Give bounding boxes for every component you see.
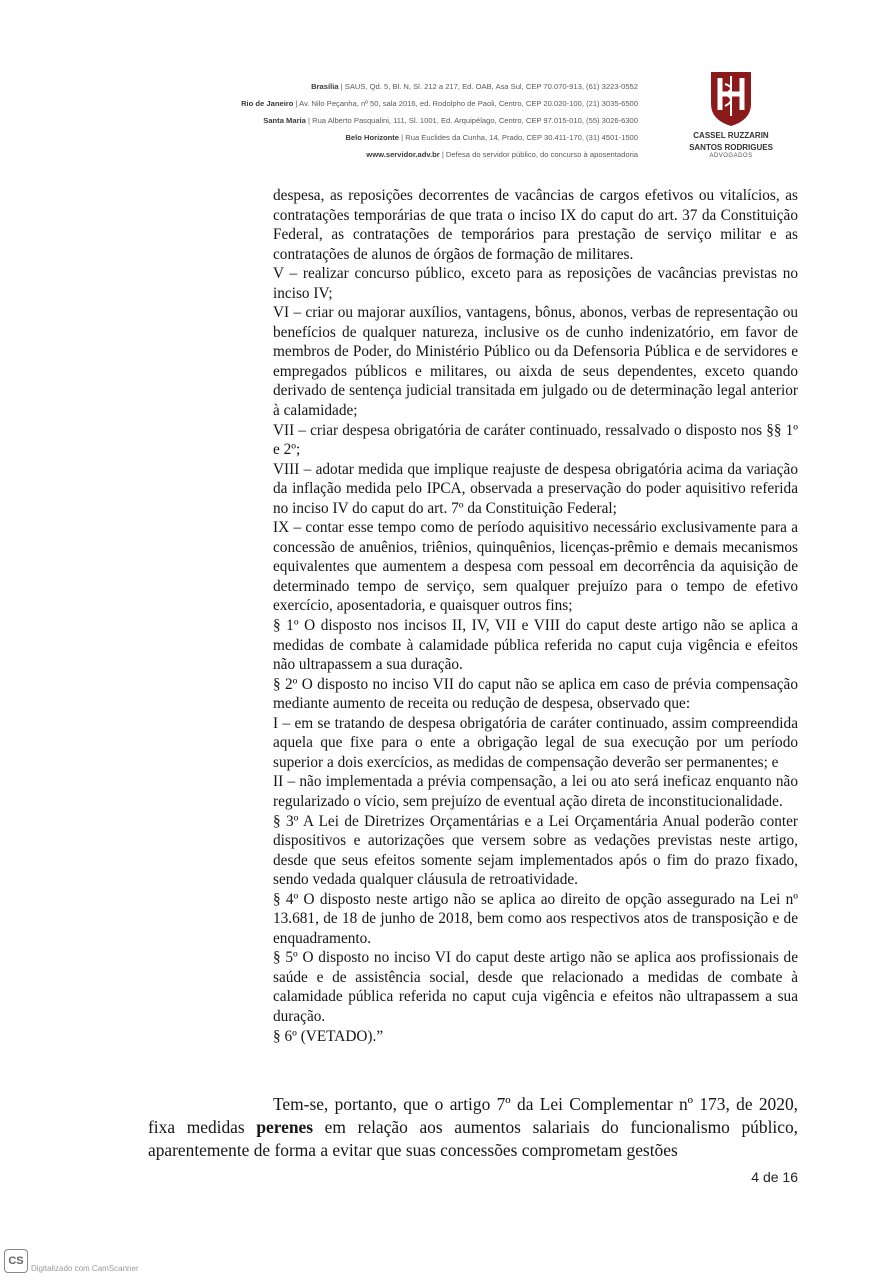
firm-logo xyxy=(676,70,786,160)
firm-name-line2: SANTOS RODRIGUES xyxy=(689,143,773,152)
quote-paragraph: § 6º (VETADO).” xyxy=(273,1027,384,1045)
quote-paragraph: § 2º O disposto no inciso VII do caput não se aplica em caso de prévia compensação mediante aumento de receita ou redução de despesa, observado que: xyxy=(273,675,798,713)
scanner-watermark xyxy=(4,1249,139,1273)
quote-paragraph: VI – criar ou majorar auxílios, vantagens, bônus, abonos, verbas de representação ou benefícios de qualquer natureza, inclusive os de cunho indenizatório, em favor de membros de Poder, do Ministério Público ou da Defensoria Pública e de servidores e empregados públicos e militares, ou aixda de seus dependentes, exceto quando derivado de sentença judicial transitada em julgado ou de determinação legal anterior à calamidade; xyxy=(273,304,798,420)
address-line: Brasília | SAUS, Qd. 5, Bl. N, Sl. 212 a 217, Ed. OAB, Asa Sul, CEP 70.070-913, (61) 3223-0552 xyxy=(311,82,638,91)
address-line: Belo Horizonte | Rua Euclides da Cunha, 14, Prado, CEP 30.411-170, (31) 4501-1500 xyxy=(345,133,638,142)
shield-emblem-icon xyxy=(707,70,755,128)
address-line: Santa Maria | Rua Alberto Pasqualini, 111, Sl. 1001, Ed. Arquipélago, Centro, CEP 97.015-010, (55) 3026-6300 xyxy=(263,116,638,125)
quote-paragraph: I – em se tratando de despesa obrigatória de caráter continuado, assim compreendida aquela que fixe para o ente a obrigação legal de sua execução por um período superior a dois exercícios, as medidas de compensação deverão ser permanentes; e xyxy=(273,714,798,771)
quote-paragraph: § 1º O disposto nos incisos II, IV, VII e VIII do caput deste artigo não se aplica a medidas de combate à calamidade pública referida no caput cuja vigência e efeitos não ultrapassem a sua duração. xyxy=(273,617,798,674)
quote-paragraph: IX – contar esse tempo como de período aquisitivo necessário exclusivamente para a concessão de anuênios, triênios, quinquênios, licenças-prêmio e demais mecanismos equivalentes que aumentem a despesa com pessoal em decorrência da aquisição de determinado tempo de serviço, sem qualquer prejuízo para o tempo de efetivo exercício, aposentadoria, e quaisquer outros fins; xyxy=(273,519,798,615)
quote-paragraph: V – realizar concurso público, exceto para as reposições de vacâncias previstas no inciso IV; xyxy=(273,265,798,302)
address-line: Rio de Janeiro | Av. Nilo Peçanha, nº 50, sala 2016, ed. Rodolpho de Paoli, Centro, CEP 20.020-100, (21) 3035-6500 xyxy=(241,99,638,108)
body-paragraph-text: Tem-se, portanto, que o artigo 7º da Lei Complementar nº 173, de 2020, fixa medidas perenes em relação aos aumentos salariais do funcionalismo público, aparentemente de forma a evitar que suas concessões comprometam gestões xyxy=(148,1094,798,1160)
quote-paragraph: VIII – adotar medida que implique reajuste de despesa obrigatória acima da variação da inflação medida pelo IPCA, observada a preservação do poder aquisitivo referida no inciso IV do caput do art. 7º da Constituição Federal; xyxy=(273,460,798,517)
scanner-text: Digitalizado com CamScanner xyxy=(31,1264,139,1273)
firm-name-line1: CASSEL RUZZARIN xyxy=(693,131,769,140)
emphasis-text: perenes xyxy=(256,1117,314,1137)
website-line: www.servidor.adv.br | Defesa do servidor público, do concurso à aposentadoria xyxy=(366,150,638,159)
quote-paragraph: § 4º O disposto neste artigo não se aplica ao direito de opção assegurado na Lei nº 13.681, de 18 de junho de 2018, bem como aos respectivos atos de transposição e de enquadramento. xyxy=(273,890,798,947)
quote-paragraph: despesa, as reposições decorrentes de vacâncias de cargos efetivos ou vitalícios, as contratações temporárias de que trata o inciso IX do caput do art. 37 da Constituição Federal, as contratações de temporários para prestação de serviço militar e as contratações de alunos de órgãos de formação de militares. xyxy=(273,187,798,263)
quote-paragraph: II – não implementada a prévia compensação, a lei ou ato será ineficaz enquanto não regularizado o vício, sem prejuízo de eventual ação direta de inconstitucionalidade. xyxy=(273,773,798,810)
quote-paragraph: § 3º A Lei de Diretrizes Orçamentárias e a Lei Orçamentária Anual poderão conter dispositivos e autorizações que versem sobre as vedações previstas neste artigo, desde que seus efeitos somente sejam implementados após o fim do prazo fixado, sendo vedada qualquer cláusula de retroatividade. xyxy=(273,812,798,889)
law-quote xyxy=(273,186,798,1046)
firm-name-line3: ADVOGADOS xyxy=(709,153,753,159)
quote-paragraph: VII – criar despesa obrigatória de caráter continuado, ressalvado o disposto nos §§ 1º e 2º; xyxy=(273,421,798,459)
body-paragraph xyxy=(148,1093,798,1162)
office-addresses xyxy=(241,78,638,163)
page-number: 4 de 16 xyxy=(751,1169,798,1185)
camscanner-logo-icon: CS xyxy=(4,1249,28,1273)
quote-paragraph: § 5º O disposto no inciso VI do caput deste artigo não se aplica aos profissionais de saúde e de assistência social, desde que relacionado a medidas de combate à calamidade pública referida no caput cuja vigência e efeitos não ultrapassem a sua duração. xyxy=(273,949,798,1025)
